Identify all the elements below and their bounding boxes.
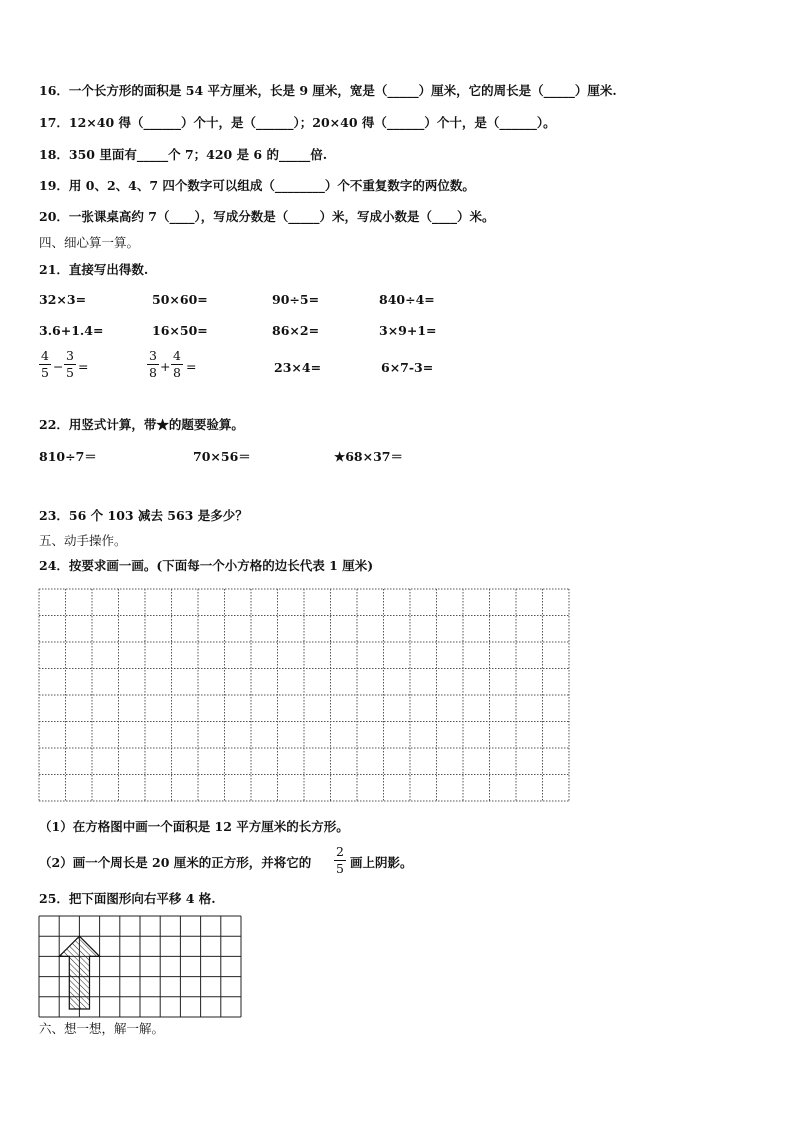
calc-item: 70×56＝ — [193, 449, 251, 464]
fraction — [39, 349, 51, 380]
calc-item: 23×4= — [274, 360, 322, 375]
numerator: 4 — [41, 348, 49, 363]
calc-item: 3×9+1= — [379, 323, 437, 338]
question-24: 24．按要求画一画。(下面每一个小方格的边长代表 1 厘米) — [39, 558, 374, 573]
calc-item: 32×3= — [39, 292, 87, 307]
fraction — [147, 349, 159, 380]
question-17: 17．12×40 得（______）个十，是（______）；20×40 得（______）个十，是（______）。 — [39, 115, 556, 130]
denominator: 8 — [173, 365, 181, 380]
calc-item: 3.6+1.4= — [39, 323, 104, 338]
numerator: 3 — [66, 348, 74, 363]
denominator: 5 — [66, 365, 74, 380]
operator: = — [186, 359, 197, 374]
part-2-text-end: 画上阴影。 — [350, 855, 413, 870]
question-24-part-2 — [39, 855, 311, 871]
operator: = — [78, 359, 89, 374]
question-19: 19．用 0、2、4、7 四个数字可以组成（________）个不重复数字的两位数。 — [39, 178, 475, 193]
calc-item: 50×60= — [152, 292, 208, 307]
denominator: 8 — [149, 365, 157, 380]
fraction — [334, 845, 346, 876]
operator: − — [53, 359, 64, 374]
question-21: 21．直接写出得数. — [39, 262, 149, 277]
question-22: 22．用竖式计算，带★的题要验算。 — [39, 417, 244, 432]
question-25: 25．把下面图形向右平移 4 格. — [39, 891, 216, 906]
question-16: 16．一个长方形的面积是 54 平方厘米，长是 9 厘米，宽是（_____）厘米，它的周长是（_____）厘米. — [39, 83, 617, 98]
question-24-part-1: （1）在方格图中画一个面积是 12 平方厘米的长方形。 — [39, 819, 349, 834]
denominator: 5 — [336, 861, 344, 876]
numerator: 2 — [336, 844, 344, 859]
section-4-heading: 四、细心算一算。 — [39, 235, 140, 250]
denominator: 5 — [41, 365, 49, 380]
arrow-figure — [59, 936, 99, 1009]
calc-item: ★68×37＝ — [334, 449, 403, 464]
calc-item: 90÷5= — [272, 292, 320, 307]
fraction — [171, 349, 183, 380]
section-5-heading: 五、动手操作。 — [39, 533, 127, 548]
question-20: 20．一张课桌高约 7（____），写成分数是（_____）米，写成小数是（____）米。 — [39, 209, 495, 224]
square-grid-25 — [38, 915, 243, 1018]
fraction — [64, 349, 76, 380]
calc-item: 810÷7＝ — [39, 449, 97, 464]
numerator: 4 — [173, 348, 181, 363]
calc-item: 16×50= — [152, 323, 208, 338]
operator: + — [160, 359, 171, 374]
square-grid-24 — [38, 588, 570, 802]
calc-item: 86×2= — [272, 323, 320, 338]
question-23: 23．56 个 103 减去 563 是多少？ — [39, 508, 248, 523]
question-18: 18．350 里面有_____个 7；420 是 6 的_____倍. — [39, 147, 328, 162]
section-6-heading: 六、想一想，解一解。 — [39, 1021, 165, 1036]
calc-item: 6×7-3= — [381, 360, 434, 375]
numerator: 3 — [149, 348, 157, 363]
part-2-text: （2）画一个周长是 20 厘米的正方形，并将它的 — [39, 855, 312, 870]
calc-item: 840÷4= — [379, 292, 435, 307]
